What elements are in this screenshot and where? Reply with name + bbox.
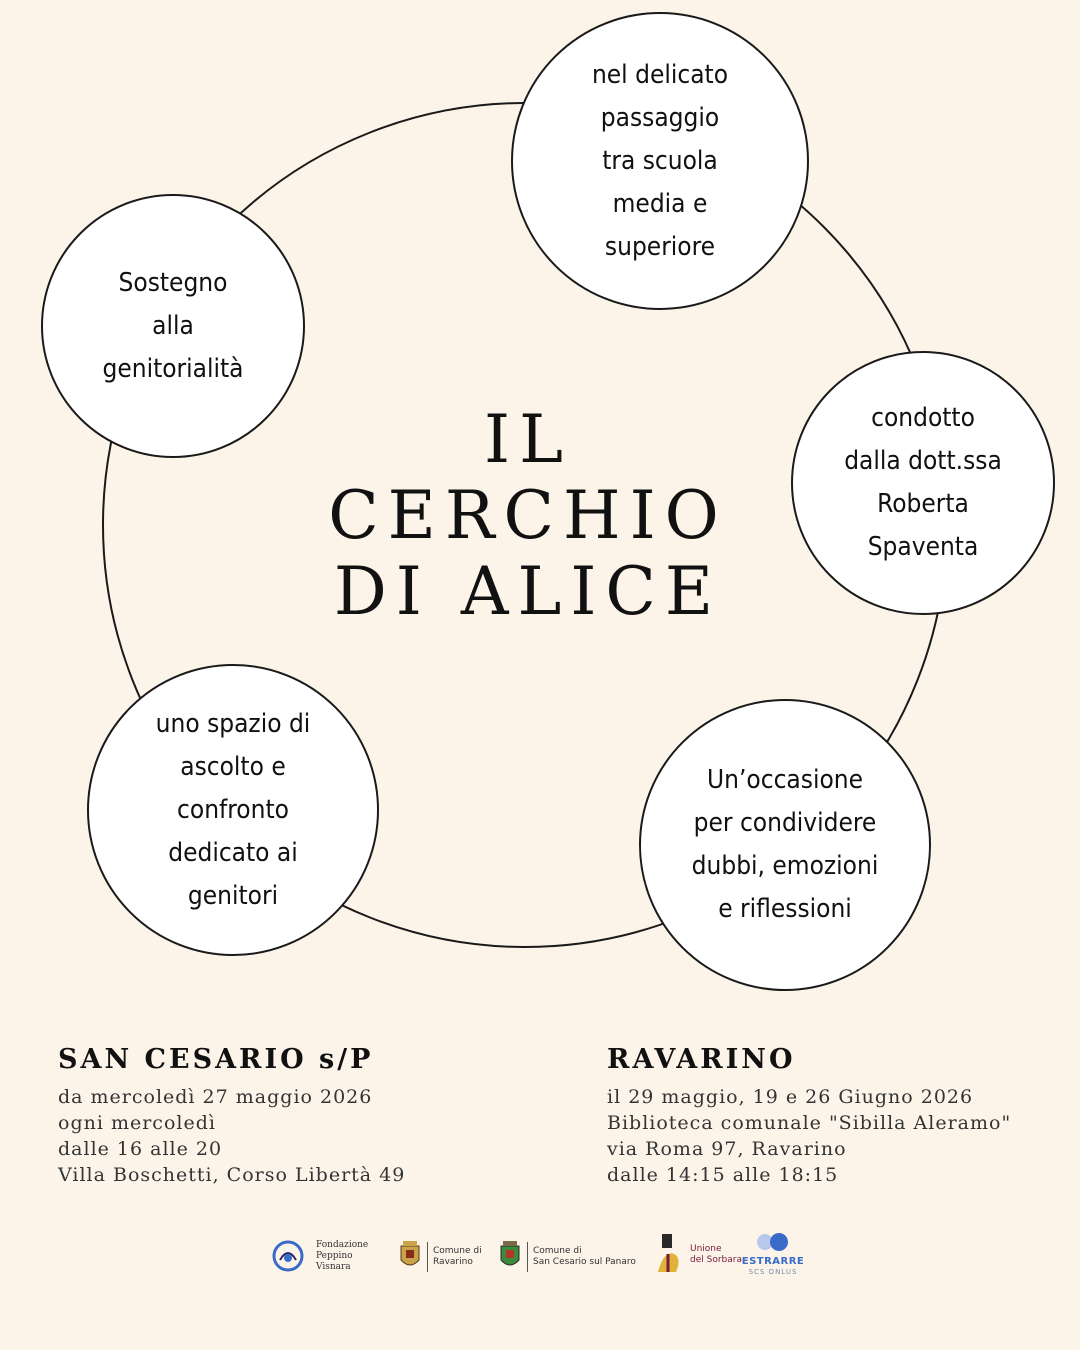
bubble-conductor-text: condotto dalla dott.ssa Roberta Spaventa: [844, 403, 1002, 562]
logo-comune-ravarino: [398, 1240, 482, 1274]
title-line-1: IL: [484, 401, 572, 478]
ravarino-separator: [427, 1242, 428, 1272]
logo-estrarre: [738, 1232, 808, 1277]
sorbara-emblem-icon: [654, 1232, 688, 1278]
logo-fondazione-visnara: [270, 1238, 368, 1274]
san-cesario-line: ogni mercoledì: [58, 1112, 216, 1134]
logo-comune-san-cesario: [498, 1240, 636, 1274]
ravarino-label: Comune di Ravarino: [433, 1246, 482, 1267]
title-line-2: CERCHIO: [328, 477, 728, 554]
ravarino-line: via Roma 97, Ravarino: [607, 1138, 847, 1160]
ravarino-heading: RAVARINO: [607, 1044, 796, 1075]
san-cesario-line: dalle 16 alle 20: [58, 1138, 223, 1160]
sponsor-logos: [270, 1228, 830, 1288]
bubble-listening-space-text: uno spazio di ascolto e confronto dedicato ai genitori: [155, 708, 311, 911]
sorbara-label: Unione del Sorbara: [690, 1244, 742, 1265]
ravarino-info: [607, 1042, 1067, 1188]
san-cesario-line: Villa Boschetti, Corso Libertà 49: [58, 1164, 406, 1186]
bubble-conductor: [791, 351, 1055, 615]
san-cesario-heading: SAN CESARIO s/P: [58, 1044, 374, 1075]
bubble-transition-text: nel delicato passaggio tra scuola media e superiore: [591, 59, 729, 262]
san-cesario-info: [58, 1042, 558, 1188]
bubble-opportunity-text: Un’occasione per condividere dubbi, emozioni e riflessioni: [691, 765, 879, 924]
bubble-listening-space: [87, 664, 379, 956]
estrarre-dots-icon: [753, 1232, 793, 1252]
visnara-emblem-icon: [270, 1238, 306, 1274]
estrarre-sublabel: SCS ONLUS: [748, 1268, 798, 1276]
logo-unione-sorbara: [654, 1232, 742, 1278]
san-cesario-separator: [527, 1242, 528, 1272]
title-line-3: DI ALICE: [333, 553, 723, 630]
page-title: [290, 402, 766, 630]
ravarino-line: dalle 14:15 alle 18:15: [607, 1164, 839, 1186]
visnara-label: Fondazione Peppino Visnara: [316, 1239, 369, 1272]
bubble-transition: [511, 12, 809, 310]
san-cesario-line: da mercoledì 27 maggio 2026: [58, 1086, 373, 1108]
ravarino-line: il 29 maggio, 19 e 26 Giugno 2026: [607, 1086, 974, 1108]
san-cesario-crest-icon: [498, 1240, 522, 1274]
bubble-opportunity: [639, 699, 931, 991]
ravarino-line: Biblioteca comunale "Sibilla Aleramo": [607, 1112, 1012, 1134]
ravarino-crest-icon: [398, 1240, 422, 1274]
bubble-parenting-support: [41, 194, 305, 458]
estrarre-label: ESTRARRE: [741, 1256, 805, 1267]
bubble-parenting-support-text: Sostegno alla genitorialità: [102, 267, 244, 384]
san-cesario-label: Comune di San Cesario sul Panaro: [533, 1246, 636, 1267]
